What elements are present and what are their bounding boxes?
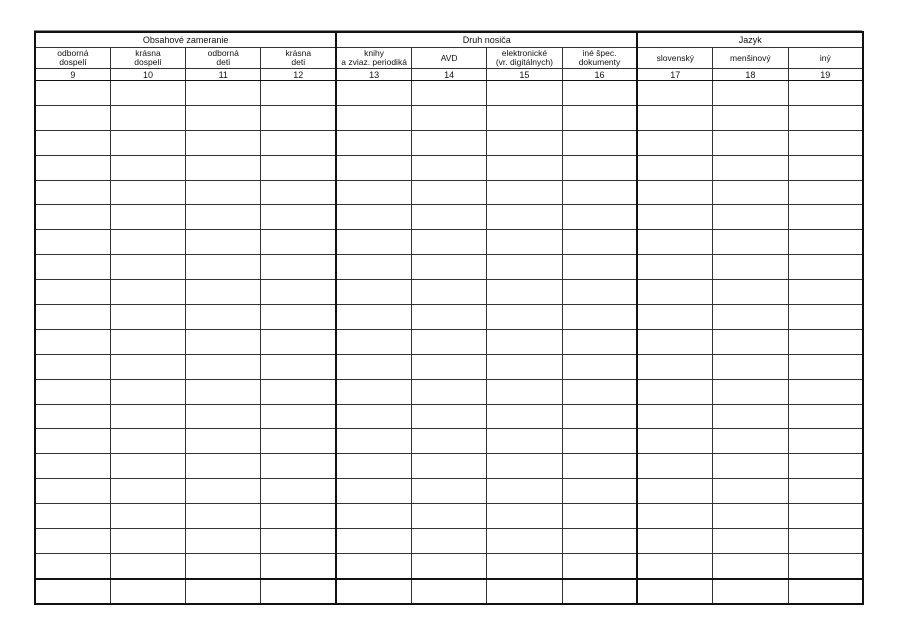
entry-cell[interactable] (186, 354, 261, 379)
entry-cell[interactable] (261, 579, 336, 604)
entry-cell[interactable] (562, 205, 637, 230)
entry-cell[interactable] (35, 379, 110, 404)
col-header-14 (411, 48, 486, 69)
entry-cell[interactable] (110, 230, 185, 255)
entry-cell[interactable] (261, 130, 336, 155)
table-row (35, 130, 863, 155)
entry-cell[interactable] (336, 329, 411, 354)
entry-cell[interactable] (35, 553, 110, 578)
entry-cell[interactable] (713, 305, 788, 330)
table-row (35, 553, 863, 578)
entry-cell[interactable] (336, 504, 411, 529)
entry-cell[interactable] (637, 105, 712, 130)
entry-cell[interactable] (261, 379, 336, 404)
entry-cell[interactable] (713, 130, 788, 155)
entry-cell[interactable] (336, 130, 411, 155)
entry-cell[interactable] (637, 81, 712, 106)
entry-cell[interactable] (261, 504, 336, 529)
entry-cell[interactable] (788, 329, 863, 354)
entry-cell[interactable] (35, 230, 110, 255)
entry-cell[interactable] (186, 553, 261, 578)
col-label-16: iné špec. dokumenty (578, 48, 621, 67)
col-label-14: AVD (440, 52, 458, 63)
ledger-frame (34, 30, 862, 606)
entry-cell[interactable] (487, 230, 562, 255)
entry-cell[interactable] (35, 130, 110, 155)
entry-cell[interactable] (186, 205, 261, 230)
table-row (35, 230, 863, 255)
entry-cell[interactable] (261, 479, 336, 504)
entry-cell[interactable] (487, 305, 562, 330)
entry-cell[interactable] (637, 255, 712, 280)
col-label-19: iný (819, 52, 831, 63)
entry-cell[interactable] (788, 81, 863, 106)
entry-cell[interactable] (110, 305, 185, 330)
entry-cell[interactable] (487, 553, 562, 578)
entry-cell[interactable] (713, 454, 788, 479)
entry-cell[interactable] (788, 553, 863, 578)
col-header-10 (110, 48, 185, 69)
table-row (35, 155, 863, 180)
entry-cell[interactable] (35, 354, 110, 379)
entry-cell[interactable] (261, 81, 336, 106)
entry-cell[interactable] (788, 379, 863, 404)
entry-cell[interactable] (788, 105, 863, 130)
entry-cell[interactable] (186, 230, 261, 255)
entry-cell[interactable] (562, 105, 637, 130)
entry-cell[interactable] (411, 230, 486, 255)
entry-cell[interactable] (637, 404, 712, 429)
column-number-row (35, 69, 863, 81)
col-label-9: odborná dospelí (57, 48, 89, 67)
entry-cell[interactable] (186, 329, 261, 354)
entry-cell[interactable] (487, 205, 562, 230)
ledger-body (35, 81, 863, 604)
entry-cell[interactable] (713, 280, 788, 305)
entry-cell[interactable] (35, 579, 110, 604)
table-row (35, 504, 863, 529)
entry-cell[interactable] (562, 255, 637, 280)
entry-cell[interactable] (186, 504, 261, 529)
entry-cell[interactable] (35, 81, 110, 106)
entry-cell[interactable] (562, 553, 637, 578)
table-row (35, 479, 863, 504)
entry-cell[interactable] (411, 404, 486, 429)
entry-cell[interactable] (35, 454, 110, 479)
entry-cell[interactable] (562, 130, 637, 155)
entry-cell[interactable] (336, 454, 411, 479)
entry-cell[interactable] (336, 155, 411, 180)
col-label-10: krásna dospelí (134, 48, 162, 67)
entry-cell[interactable] (186, 155, 261, 180)
entry-cell[interactable] (713, 429, 788, 454)
entry-cell[interactable] (637, 205, 712, 230)
entry-cell[interactable] (186, 479, 261, 504)
entry-cell[interactable] (637, 329, 712, 354)
entry-cell[interactable] (261, 305, 336, 330)
entry-cell[interactable] (110, 354, 185, 379)
col-number-9: 9 (35, 69, 110, 81)
entry-cell[interactable] (713, 379, 788, 404)
entry-cell[interactable] (110, 504, 185, 529)
entry-cell[interactable] (411, 579, 486, 604)
entry-cell[interactable] (562, 404, 637, 429)
entry-cell[interactable] (336, 579, 411, 604)
table-row (35, 404, 863, 429)
entry-cell[interactable] (487, 155, 562, 180)
entry-cell[interactable] (336, 354, 411, 379)
entry-cell[interactable] (261, 329, 336, 354)
col-number-10: 10 (110, 69, 185, 81)
entry-cell[interactable] (713, 230, 788, 255)
col-number-15: 15 (487, 69, 562, 81)
entry-cell[interactable] (186, 81, 261, 106)
col-number-16: 16 (562, 69, 637, 81)
entry-cell[interactable] (110, 579, 185, 604)
table-row (35, 180, 863, 205)
entry-cell[interactable] (35, 205, 110, 230)
entry-cell[interactable] (261, 404, 336, 429)
col-header-11 (186, 48, 261, 69)
entry-cell[interactable] (487, 454, 562, 479)
col-number-18: 18 (713, 69, 788, 81)
entry-cell[interactable] (261, 105, 336, 130)
entry-cell[interactable] (186, 379, 261, 404)
group-header-language: Jazyk (637, 32, 863, 48)
entry-cell[interactable] (713, 255, 788, 280)
entry-cell[interactable] (487, 404, 562, 429)
entry-cell[interactable] (637, 230, 712, 255)
entry-cell[interactable] (637, 479, 712, 504)
entry-cell[interactable] (411, 155, 486, 180)
entry-cell[interactable] (35, 429, 110, 454)
entry-cell[interactable] (35, 529, 110, 554)
entry-cell[interactable] (788, 255, 863, 280)
entry-cell[interactable] (411, 180, 486, 205)
table-row (35, 579, 863, 604)
entry-cell[interactable] (110, 205, 185, 230)
entry-cell[interactable] (487, 280, 562, 305)
entry-cell[interactable] (788, 479, 863, 504)
entry-cell[interactable] (261, 230, 336, 255)
entry-cell[interactable] (336, 105, 411, 130)
entry-cell[interactable] (110, 379, 185, 404)
entry-cell[interactable] (411, 255, 486, 280)
entry-cell[interactable] (110, 180, 185, 205)
entry-cell[interactable] (713, 479, 788, 504)
entry-cell[interactable] (336, 379, 411, 404)
entry-cell[interactable] (110, 329, 185, 354)
entry-cell[interactable] (110, 404, 185, 429)
entry-cell[interactable] (487, 579, 562, 604)
entry-cell[interactable] (110, 529, 185, 554)
entry-cell[interactable] (110, 429, 185, 454)
col-number-11: 11 (186, 69, 261, 81)
entry-cell[interactable] (788, 529, 863, 554)
entry-cell[interactable] (713, 354, 788, 379)
entry-cell[interactable] (562, 429, 637, 454)
entry-cell[interactable] (336, 404, 411, 429)
entry-cell[interactable] (35, 280, 110, 305)
entry-cell[interactable] (562, 280, 637, 305)
entry-cell[interactable] (713, 404, 788, 429)
entry-cell[interactable] (35, 504, 110, 529)
entry-cell[interactable] (487, 379, 562, 404)
entry-cell[interactable] (637, 354, 712, 379)
entry-cell[interactable] (713, 329, 788, 354)
entry-cell[interactable] (411, 329, 486, 354)
ledger-table (34, 31, 864, 605)
col-header-13 (336, 48, 411, 69)
entry-cell[interactable] (713, 105, 788, 130)
col-header-18 (713, 48, 788, 69)
entry-cell[interactable] (487, 105, 562, 130)
entry-cell[interactable] (186, 105, 261, 130)
entry-cell[interactable] (336, 280, 411, 305)
entry-cell[interactable] (562, 81, 637, 106)
entry-cell[interactable] (35, 155, 110, 180)
entry-cell[interactable] (411, 205, 486, 230)
entry-cell[interactable] (788, 205, 863, 230)
table-row (35, 429, 863, 454)
entry-cell[interactable] (261, 255, 336, 280)
entry-cell[interactable] (186, 404, 261, 429)
entry-cell[interactable] (637, 579, 712, 604)
entry-cell[interactable] (562, 479, 637, 504)
entry-cell[interactable] (336, 230, 411, 255)
entry-cell[interactable] (110, 81, 185, 106)
entry-cell[interactable] (411, 429, 486, 454)
entry-cell[interactable] (788, 454, 863, 479)
entry-cell[interactable] (713, 180, 788, 205)
col-number-12: 12 (261, 69, 336, 81)
entry-cell[interactable] (788, 130, 863, 155)
entry-cell[interactable] (562, 180, 637, 205)
entry-cell[interactable] (487, 329, 562, 354)
entry-cell[interactable] (110, 130, 185, 155)
entry-cell[interactable] (788, 280, 863, 305)
entry-cell[interactable] (411, 553, 486, 578)
entry-cell[interactable] (713, 155, 788, 180)
entry-cell[interactable] (487, 354, 562, 379)
col-label-11: odborná deti (207, 48, 239, 67)
entry-cell[interactable] (411, 354, 486, 379)
entry-cell[interactable] (713, 81, 788, 106)
entry-cell[interactable] (411, 130, 486, 155)
entry-cell[interactable] (713, 504, 788, 529)
entry-cell[interactable] (336, 429, 411, 454)
entry-cell[interactable] (562, 504, 637, 529)
entry-cell[interactable] (411, 81, 486, 106)
entry-cell[interactable] (788, 155, 863, 180)
entry-cell[interactable] (788, 429, 863, 454)
entry-cell[interactable] (110, 553, 185, 578)
entry-cell[interactable] (562, 379, 637, 404)
col-number-13: 13 (336, 69, 411, 81)
entry-cell[interactable] (411, 379, 486, 404)
col-header-15 (487, 48, 562, 69)
entry-cell[interactable] (713, 553, 788, 578)
entry-cell[interactable] (336, 205, 411, 230)
entry-cell[interactable] (788, 404, 863, 429)
entry-cell[interactable] (713, 529, 788, 554)
entry-cell[interactable] (261, 155, 336, 180)
col-label-13: knihy a zviaz. periodiká (341, 48, 407, 67)
col-header-12 (261, 48, 336, 69)
entry-cell[interactable] (186, 454, 261, 479)
entry-cell[interactable] (637, 454, 712, 479)
entry-cell[interactable] (186, 305, 261, 330)
entry-cell[interactable] (261, 454, 336, 479)
table-row (35, 529, 863, 554)
entry-cell[interactable] (411, 479, 486, 504)
entry-cell[interactable] (411, 105, 486, 130)
col-header-17 (637, 48, 712, 69)
entry-cell[interactable] (35, 180, 110, 205)
table-row (35, 329, 863, 354)
entry-cell[interactable] (35, 479, 110, 504)
entry-cell[interactable] (186, 579, 261, 604)
entry-cell[interactable] (788, 230, 863, 255)
entry-cell[interactable] (336, 305, 411, 330)
entry-cell[interactable] (788, 354, 863, 379)
entry-cell[interactable] (487, 130, 562, 155)
entry-cell[interactable] (186, 180, 261, 205)
col-label-12: krásna deti (285, 48, 312, 67)
entry-cell[interactable] (637, 529, 712, 554)
entry-cell[interactable] (637, 379, 712, 404)
entry-cell[interactable] (261, 553, 336, 578)
entry-cell[interactable] (411, 504, 486, 529)
entry-cell[interactable] (713, 205, 788, 230)
entry-cell[interactable] (336, 553, 411, 578)
group-header-carrier: Druh nosiča (336, 32, 637, 48)
entry-cell[interactable] (110, 105, 185, 130)
entry-cell[interactable] (487, 504, 562, 529)
col-number-19: 19 (788, 69, 863, 81)
entry-cell[interactable] (411, 305, 486, 330)
entry-cell[interactable] (261, 280, 336, 305)
column-header-row (35, 48, 863, 69)
table-row (35, 280, 863, 305)
entry-cell[interactable] (562, 354, 637, 379)
entry-cell[interactable] (562, 155, 637, 180)
entry-cell[interactable] (487, 180, 562, 205)
entry-cell[interactable] (336, 529, 411, 554)
entry-cell[interactable] (336, 479, 411, 504)
entry-cell[interactable] (487, 255, 562, 280)
entry-cell[interactable] (110, 280, 185, 305)
col-label-17: slovenský (656, 52, 694, 63)
col-number-14: 14 (411, 69, 486, 81)
entry-cell[interactable] (788, 579, 863, 604)
entry-cell[interactable] (637, 155, 712, 180)
entry-cell[interactable] (186, 429, 261, 454)
entry-cell[interactable] (411, 529, 486, 554)
table-row (35, 105, 863, 130)
entry-cell[interactable] (562, 454, 637, 479)
col-header-16 (562, 48, 637, 69)
col-header-19 (788, 48, 863, 69)
entry-cell[interactable] (186, 130, 261, 155)
entry-cell[interactable] (637, 130, 712, 155)
col-label-18: menšinový (730, 52, 771, 63)
entry-cell[interactable] (411, 454, 486, 479)
entry-cell[interactable] (110, 155, 185, 180)
entry-cell[interactable] (788, 305, 863, 330)
group-header-row (35, 32, 863, 48)
entry-cell[interactable] (261, 429, 336, 454)
entry-cell[interactable] (713, 579, 788, 604)
table-row (35, 205, 863, 230)
entry-cell[interactable] (637, 280, 712, 305)
table-row (35, 255, 863, 280)
entry-cell[interactable] (110, 479, 185, 504)
table-row (35, 81, 863, 106)
entry-cell[interactable] (110, 255, 185, 280)
entry-cell[interactable] (261, 354, 336, 379)
entry-cell[interactable] (637, 553, 712, 578)
entry-cell[interactable] (637, 305, 712, 330)
entry-cell[interactable] (261, 529, 336, 554)
col-number-17: 17 (637, 69, 712, 81)
entry-cell[interactable] (35, 329, 110, 354)
entry-cell[interactable] (637, 180, 712, 205)
table-row (35, 354, 863, 379)
entry-cell[interactable] (186, 529, 261, 554)
entry-cell[interactable] (110, 454, 185, 479)
entry-cell[interactable] (261, 180, 336, 205)
entry-cell[interactable] (487, 81, 562, 106)
entry-cell[interactable] (35, 404, 110, 429)
entry-cell[interactable] (411, 280, 486, 305)
entry-cell[interactable] (562, 329, 637, 354)
entry-cell[interactable] (35, 105, 110, 130)
entry-cell[interactable] (487, 479, 562, 504)
table-row (35, 454, 863, 479)
entry-cell[interactable] (562, 529, 637, 554)
entry-cell[interactable] (487, 529, 562, 554)
table-row (35, 379, 863, 404)
col-header-9 (35, 48, 110, 69)
table-row (35, 305, 863, 330)
entry-cell[interactable] (186, 280, 261, 305)
entry-cell[interactable] (637, 504, 712, 529)
entry-cell[interactable] (562, 230, 637, 255)
entry-cell[interactable] (637, 429, 712, 454)
col-label-15: elektronické (vr. digitálnych) (495, 48, 554, 67)
entry-cell[interactable] (336, 81, 411, 106)
entry-cell[interactable] (562, 579, 637, 604)
entry-cell[interactable] (336, 180, 411, 205)
entry-cell[interactable] (487, 429, 562, 454)
entry-cell[interactable] (788, 504, 863, 529)
entry-cell[interactable] (35, 255, 110, 280)
group-header-content: Obsahové zameranie (35, 32, 336, 48)
entry-cell[interactable] (336, 255, 411, 280)
entry-cell[interactable] (788, 180, 863, 205)
entry-cell[interactable] (186, 255, 261, 280)
entry-cell[interactable] (261, 205, 336, 230)
entry-cell[interactable] (562, 305, 637, 330)
entry-cell[interactable] (35, 305, 110, 330)
